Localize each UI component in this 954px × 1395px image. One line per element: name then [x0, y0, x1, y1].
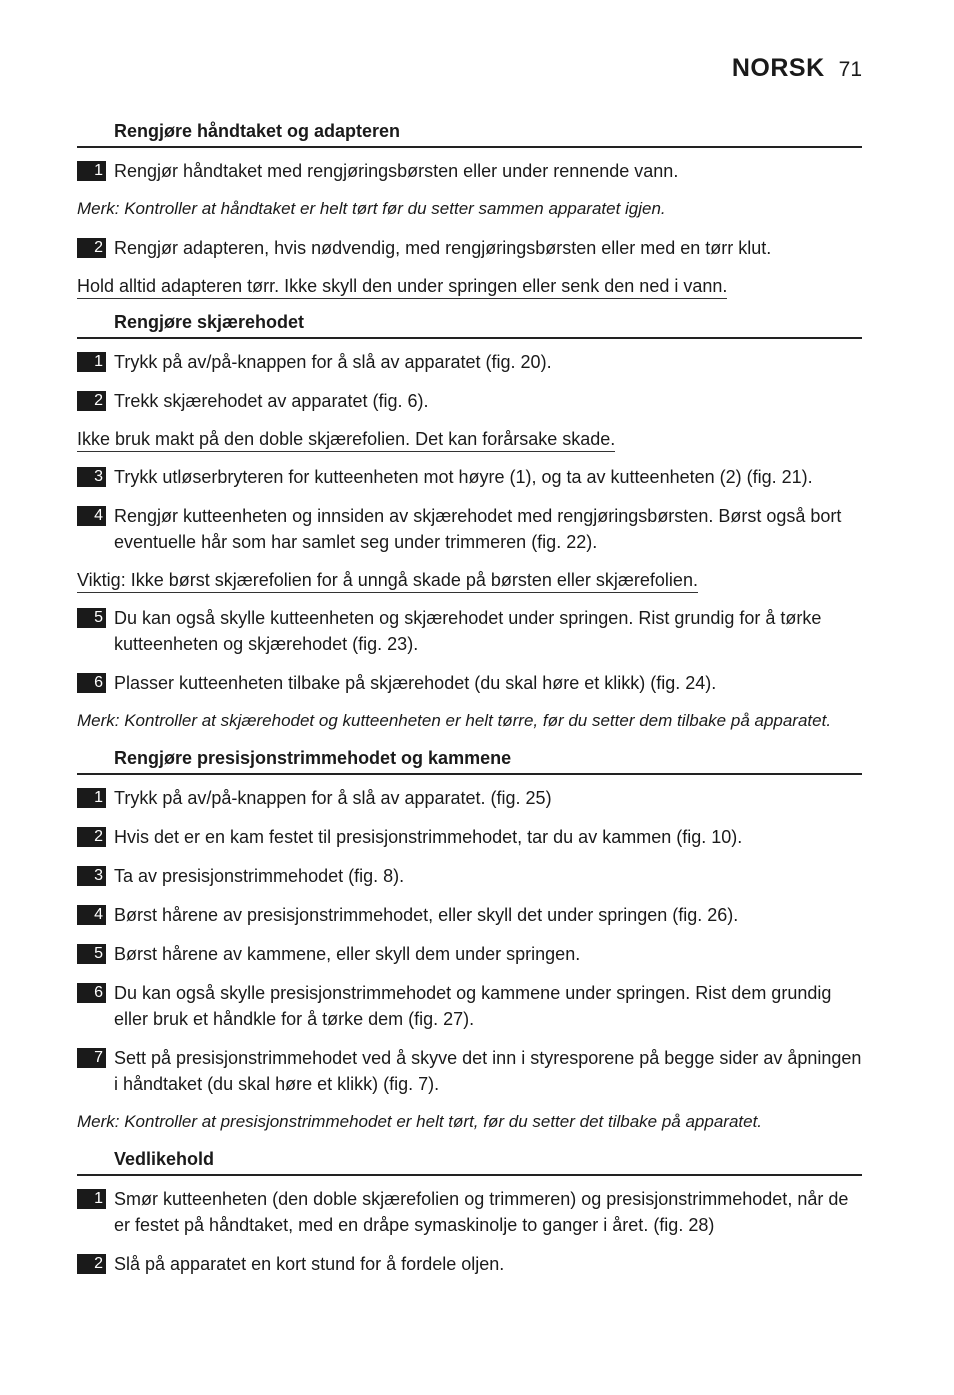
step-number: 6: [77, 983, 106, 1003]
section: [77, 311, 862, 733]
section-heading: Rengjøre presisjonstrimmehodet og kammene: [77, 747, 862, 775]
step-text: Rengjør håndtaket med rengjøringsbørsten eller under rennende vann.: [114, 161, 679, 181]
step-number: 4: [77, 506, 106, 526]
step-number: 7: [77, 1048, 106, 1068]
step-number: 6: [77, 673, 106, 693]
step-text: Ta av presisjonstrimmehodet (fig. 8).: [114, 866, 405, 886]
warning-block: [77, 568, 862, 592]
step-item: [77, 1186, 862, 1238]
note-text: Merk: Kontroller at skjærehodet og kutteenheten er helt tørre, før du setter dem tilbake på apparatet.: [77, 711, 832, 730]
step-item: [77, 670, 862, 696]
step-item: [77, 980, 862, 1032]
step-number: 2: [77, 1254, 106, 1274]
step-text: Hvis det er en kam festet til presisjonstrimmehodet, tar du av kammen (fig. 10).: [114, 827, 743, 847]
step-item: [77, 388, 862, 414]
step-text: Du kan også skylle presisjonstrimmehodet og kammene under springen. Rist dem grundig eller bruk et håndkle for å tørke dem (fig. 27).: [114, 983, 832, 1029]
step-number: 1: [77, 161, 106, 181]
step-item: [77, 785, 862, 811]
step-text: Trekk skjærehodet av apparatet (fig. 6).: [114, 391, 429, 411]
step-number: 3: [77, 467, 106, 487]
language-label: NORSK: [731, 54, 825, 82]
step-text: Børst hårene av kammene, eller skyll dem under springen.: [114, 944, 581, 964]
page-header: [732, 54, 862, 83]
step-text: Trykk utløserbryteren for kutteenheten mot høyre (1), og ta av kutteenheten (2) (fig. 21).: [114, 467, 813, 487]
warning-text: Ikke bruk makt på den doble skjærefolien. Det kan forårsake skade.: [77, 429, 615, 452]
step-item: [77, 902, 862, 928]
step-number: 4: [77, 905, 106, 925]
step-text: Trykk på av/på-knappen for å slå av apparatet (fig. 20).: [114, 352, 552, 372]
section: [77, 747, 862, 1134]
section-heading: Rengjøre håndtaket og adapteren: [77, 120, 862, 148]
step-text: Trykk på av/på-knappen for å slå av apparatet. (fig. 25): [114, 788, 552, 808]
step-item: [77, 605, 862, 657]
section: [77, 1148, 862, 1277]
step-item: [77, 235, 862, 261]
step-item: [77, 941, 862, 967]
warning-block: [77, 427, 862, 451]
document-body: [77, 120, 862, 1290]
warning-block: [77, 274, 862, 298]
step-number: 3: [77, 866, 106, 886]
step-number: 2: [77, 238, 106, 258]
section-heading: Rengjøre skjærehodet: [77, 311, 862, 339]
step-number: 1: [77, 788, 106, 808]
step-text: Plasser kutteenheten tilbake på skjærehodet (du skal høre et klikk) (fig. 24).: [114, 673, 717, 693]
step-text: Du kan også skylle kutteenheten og skjærehodet under springen. Rist grundig for å tørke kutteenheten og skjærehodet (fig. 23).: [114, 608, 822, 654]
step-item: [77, 464, 862, 490]
step-text: Sett på presisjonstrimmehodet ved å skyve det inn i styresporene på begge sider av åpningen i håndtaket (du skal høre et klikk) (fig. 7).: [114, 1048, 862, 1094]
step-text: Rengjør adapteren, hvis nødvendig, med rengjøringsbørsten eller med en tørr klut.: [114, 238, 772, 258]
step-number: 2: [77, 827, 106, 847]
step-item: [77, 158, 862, 184]
step-item: [77, 824, 862, 850]
warning-text: Hold alltid adapteren tørr. Ikke skyll den under springen eller senk den ned i vann.: [77, 276, 727, 299]
step-item: [77, 1045, 862, 1097]
step-item: [77, 503, 862, 555]
note-text: Merk: Kontroller at presisjonstrimmehodet er helt tørt, før du setter det tilbake på apparatet.: [77, 1112, 763, 1131]
step-text: Smør kutteenheten (den doble skjærefolien og trimmeren) og presisjonstrimmehodet, når de er festet på håndtaket, med en dråpe symaskinolje to ganger i året. (fig. 28): [114, 1189, 849, 1235]
step-number: 2: [77, 391, 106, 411]
step-number: 1: [77, 352, 106, 372]
step-number: 5: [77, 608, 106, 628]
section: [77, 120, 862, 298]
warning-text: Viktig: Ikke børst skjærefolien for å unngå skade på børsten eller skjærefolien.: [77, 570, 698, 593]
note-text: Merk: Kontroller at håndtaket er helt tørt før du setter sammen apparatet igjen.: [77, 199, 666, 218]
section-heading: Vedlikehold: [77, 1148, 862, 1176]
step-item: [77, 863, 862, 889]
step-item: [77, 1251, 862, 1277]
step-text: Børst hårene av presisjonstrimmehodet, eller skyll det under springen (fig. 26).: [114, 905, 739, 925]
step-text: Slå på apparatet en kort stund for å fordele oljen.: [114, 1254, 505, 1274]
page-number: 71: [838, 58, 862, 81]
step-number: 5: [77, 944, 106, 964]
step-item: [77, 349, 862, 375]
step-number: 1: [77, 1189, 106, 1209]
step-text: Rengjør kutteenheten og innsiden av skjærehodet med rengjøringsbørsten. Børst også bort eventuelle hår som har samlet seg under trimmeren (fig. 22).: [114, 506, 842, 552]
